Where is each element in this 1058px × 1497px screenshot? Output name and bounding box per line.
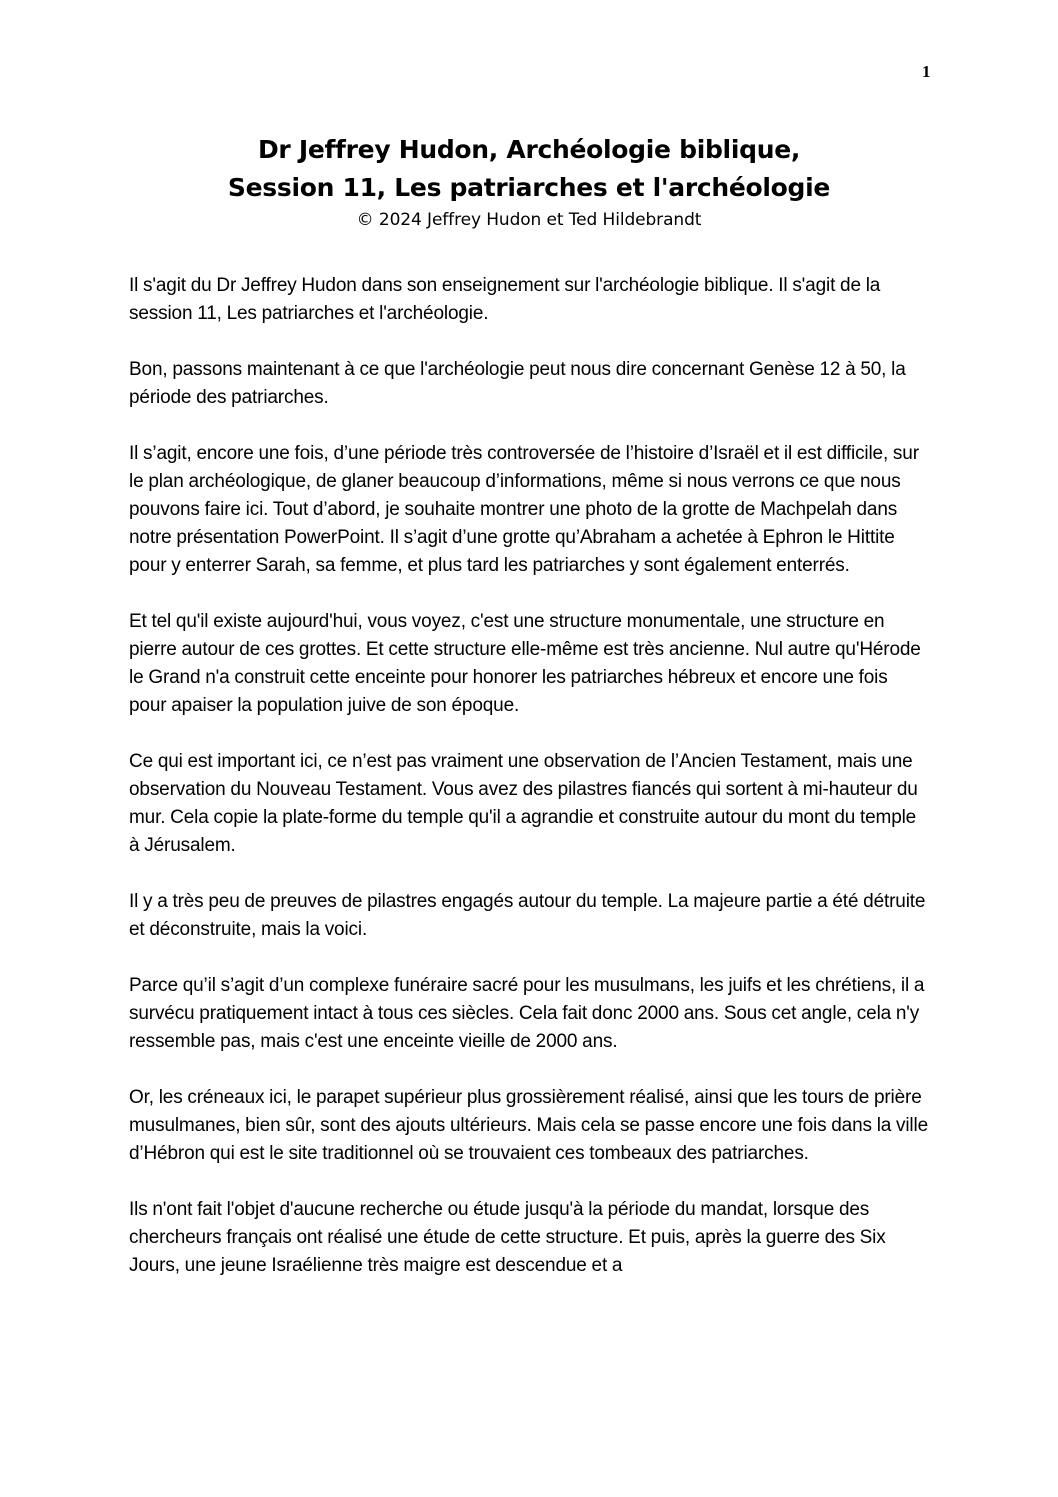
paragraph: Bon, passons maintenant à ce que l'archéologie peut nous dire concernant Genèse 12 à 50, la période des patriarches.	[129, 359, 906, 408]
title-line-1: Dr Jeffrey Hudon, Archéologie biblique,	[257, 135, 801, 164]
copyright-notice: © 2024 Jeffrey Hudon et Ted Hildebrandt	[356, 210, 702, 230]
document-header	[0, 131, 1058, 232]
paragraph: Or, les créneaux ici, le parapet supérieur plus grossièrement réalisé, ainsi que les tours de prière musulmanes, bien sûr, sont des ajouts ultérieurs. Mais cela se passe encore une fois dans la ville d’Hébron qui est le site traditionnel où se trouvaient ces tombeaux des patriarches.	[129, 1087, 928, 1164]
paragraph: Ils n'ont fait l'objet d'aucune recherche ou étude jusqu'à la période du mandat, lorsque des chercheurs français ont réalisé une étude de cette structure. Et puis, après la guerre des Six Jours, une jeune Israélienne très maigre est descendue et a	[129, 1199, 886, 1276]
paragraph: Parce qu’il s’agit d’un complexe funéraire sacré pour les musulmans, les juifs et les chrétiens, il a survécu pratiquement intact à tous ces siècles. Cela fait donc 2000 ans. Sous cet angle, cela n'y ressemble pas, mais c'est une enceinte vieille de 2000 ans.	[129, 975, 925, 1052]
page-number: 1	[922, 62, 931, 81]
paragraph: Il y a très peu de preuves de pilastres engagés autour du temple. La majeure partie a été détruite et déconstruite, mais la voici.	[129, 891, 926, 940]
paragraph: Il s'agit du Dr Jeffrey Hudon dans son enseignement sur l'archéologie biblique. Il s'agit de la session 11, Les patriarches et l'archéologie.	[129, 275, 881, 324]
title-line-2: Session 11, Les patriarches et l'archéologie	[227, 173, 831, 202]
document-body	[129, 272, 929, 1308]
paragraph: Ce qui est important ici, ce n’est pas vraiment une observation de l’Ancien Testament, mais une observation du Nouveau Testament. Vous avez des pilastres fiancés qui sortent à mi-hauteur du mur. Cela copie la plate-forme du temple qu'il a agrandie et construite autour du mont du temple à Jérusalem.	[129, 751, 918, 856]
paragraph: Et tel qu'il existe aujourd'hui, vous voyez, c'est une structure monumentale, une structure en pierre autour de ces grottes. Et cette structure elle-même est très ancienne. Nul autre qu'Hérode le Grand n'a construit cette enceinte pour honorer les patriarches hébreux et encore une fois pour apaiser la population juive de son époque.	[129, 611, 921, 716]
paragraph: Il s’agit, encore une fois, d’une période très controversée de l’histoire d’Israël et il est difficile, sur le plan archéologique, de glaner beaucoup d’informations, même si nous verrons ce que nous pouvons faire ici. Tout d’abord, je souhaite montrer une photo de la grotte de Machpelah dans notre présentation PowerPoint. Il s’agit d’une grotte qu’Abraham a achetée à Ephron le Hittite pour y enterrer Sarah, sa femme, et plus tard les patriarches y sont également enterrés.	[129, 443, 919, 576]
